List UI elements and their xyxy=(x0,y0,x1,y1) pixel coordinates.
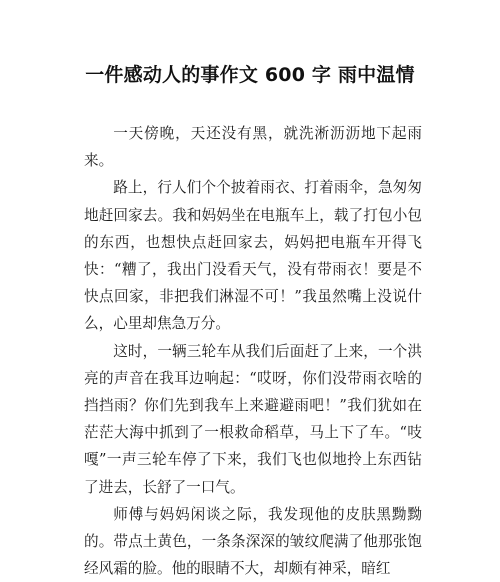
paragraph: 一天傍晚，天还没有黑，就洗淅沥沥地下起雨来。 xyxy=(84,125,422,170)
paragraph: 这时，一辆三轮车从我们后面赶了上来，一个洪亮的声音在我耳边响起：“哎呀，你们没带雨衣啥的挡挡雨？你们先到我车上来避避雨吧！”我们犹如在茫茫大海中抓到了一根救命稻草，马上下了车。“吱嘎”一声三轮车停了下来，我们飞也似地拎上东西钻了进去，长舒了一口气。 xyxy=(84,342,422,496)
article-body xyxy=(84,120,422,582)
paragraph: 路上，行人们个个披着雨衣、打着雨伞，急匆匆地赶回家去。我和妈妈坐在电瓶车上，载了打包小包的东西，也想快点赶回家去，妈妈把电瓶车开得飞快：“糟了，我出门没看天气，没有带雨衣！要是不快点回家，非把我们淋湿不可！”我虽然嘴上没说什么，心里却焦急万分。 xyxy=(84,179,422,333)
paragraph: 师傅与妈妈闲谈之际，我发现他的皮肤黑黝黝的。带点土黄色，一条条深深的皱纹爬满了他那张饱经风霜的脸。他的眼睛不大，却颇有神采，暗红 xyxy=(84,505,422,578)
article-title: 一件感动人的事作文 600 字 雨中温情 xyxy=(85,64,415,86)
